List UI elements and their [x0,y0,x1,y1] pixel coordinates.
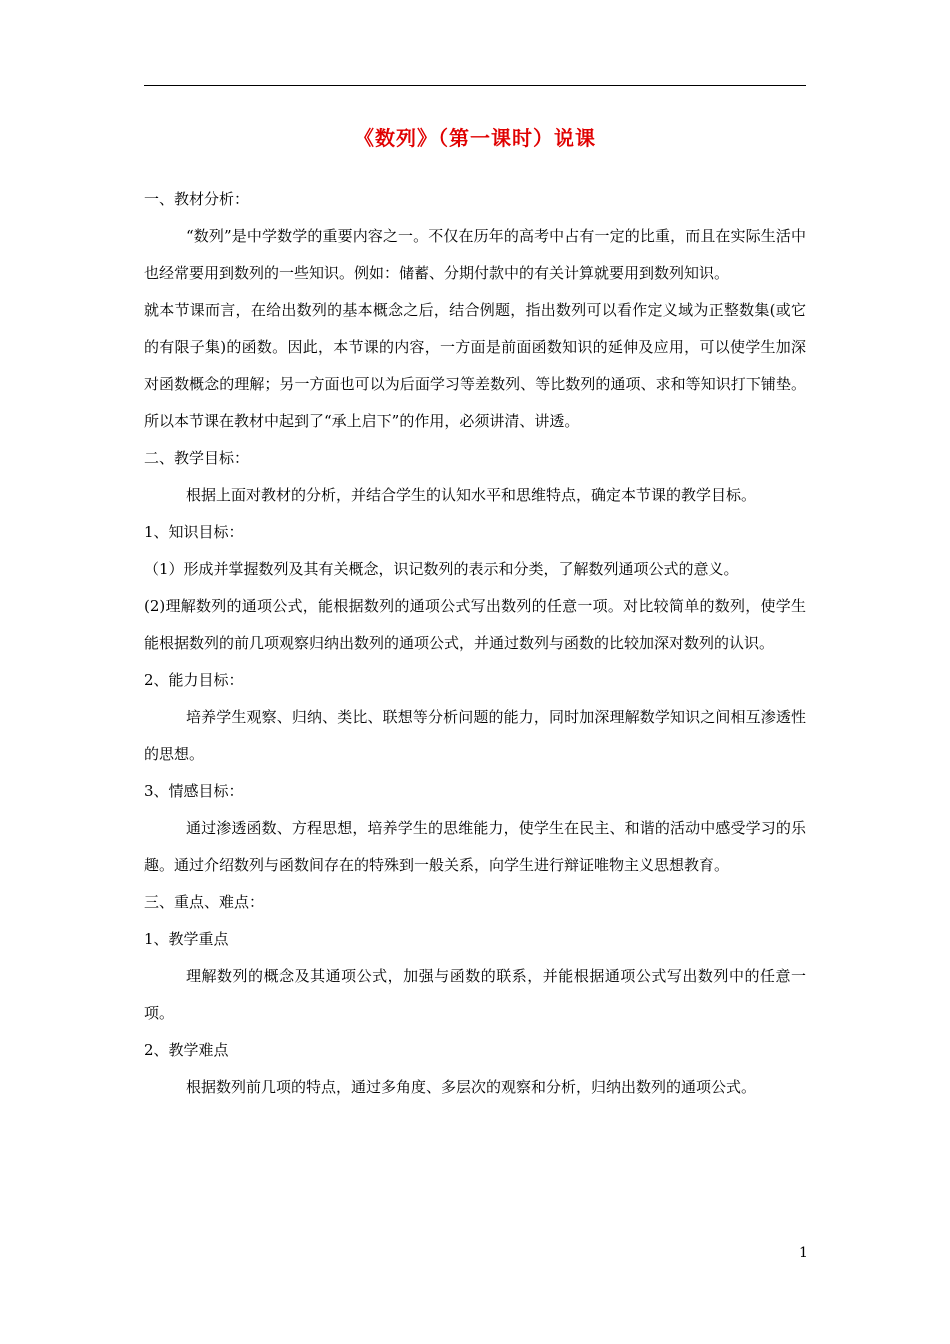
section-heading-materials: 一、教材分析： [144,190,250,208]
list-item: （1）形成并掌握数列及其有关概念，识记数列的表示和分类，了解数列通项公式的意义。 [144,560,739,578]
subheading-difficulty: 2、教学难点 [144,1041,229,1059]
paragraph: 根据上面对教材的分析，并结合学生的认知水平和思维特点，确定本节课的教学目标。 [186,486,757,504]
paragraph: 理解数列的概念及其通项公式，加强与函数的联系，并能根据通项公式写出数列中的任意一项。 [144,967,806,1022]
paragraph: 就本节课而言，在给出数列的基本概念之后，结合例题，指出数列可以看作定义域为正整数集(或它的有限子集)的函数。因此，本节课的内容，一方面是前面函数知识的延伸及应用，可以使学生加深对函数概念的理解；另一方面也可以为后面学习等差数列、等比数列的通项、求和等知识打下铺垫。所以本节课在教材中起到了“承上启下”的作用，必须讲清、讲透。 [144,301,806,430]
paragraph: 培养学生观察、归纳、类比、联想等分析问题的能力，同时加深理解数学知识之间相互渗透性的思想。 [144,708,806,763]
subheading-knowledge: 1、知识目标： [144,523,244,541]
subheading-emotion: 3、情感目标： [144,782,244,800]
subheading-key-point: 1、教学重点 [144,930,229,948]
document-title: 《数列》（第一课时）说课 [354,126,596,150]
list-item: (2)理解数列的通项公式，能根据数列的通项公式写出数列的任意一项。对比较简单的数列，使学生能根据数列的前几项观察归纳出数列的通项公式，并通过数列与函数的比较加深对数列的认识。 [144,597,806,652]
header-rule [144,85,806,86]
paragraph: 根据数列前几项的特点，通过多角度、多层次的观察和分析，归纳出数列的通项公式。 [186,1078,757,1096]
paragraph: “数列”是中学数学的重要内容之一。不仅在历年的高考中占有一定的比重，而且在实际生活中也经常要用到数列的一些知识。例如：储蓄、分期付款中的有关计算就要用到数列知识。 [144,227,806,282]
paragraph: 通过渗透函数、方程思想，培养学生的思维能力，使学生在民主、和谐的活动中感受学习的乐趣。通过介绍数列与函数间存在的特殊到一般关系，向学生进行辩证唯物主义思想教育。 [144,819,806,874]
document-body [144,181,806,1106]
section-heading-key-points: 三、重点、难点： [144,893,265,911]
section-heading-objectives: 二、教学目标： [144,449,250,467]
page-number: 1 [799,1245,808,1261]
subheading-ability: 2、能力目标： [144,671,244,689]
